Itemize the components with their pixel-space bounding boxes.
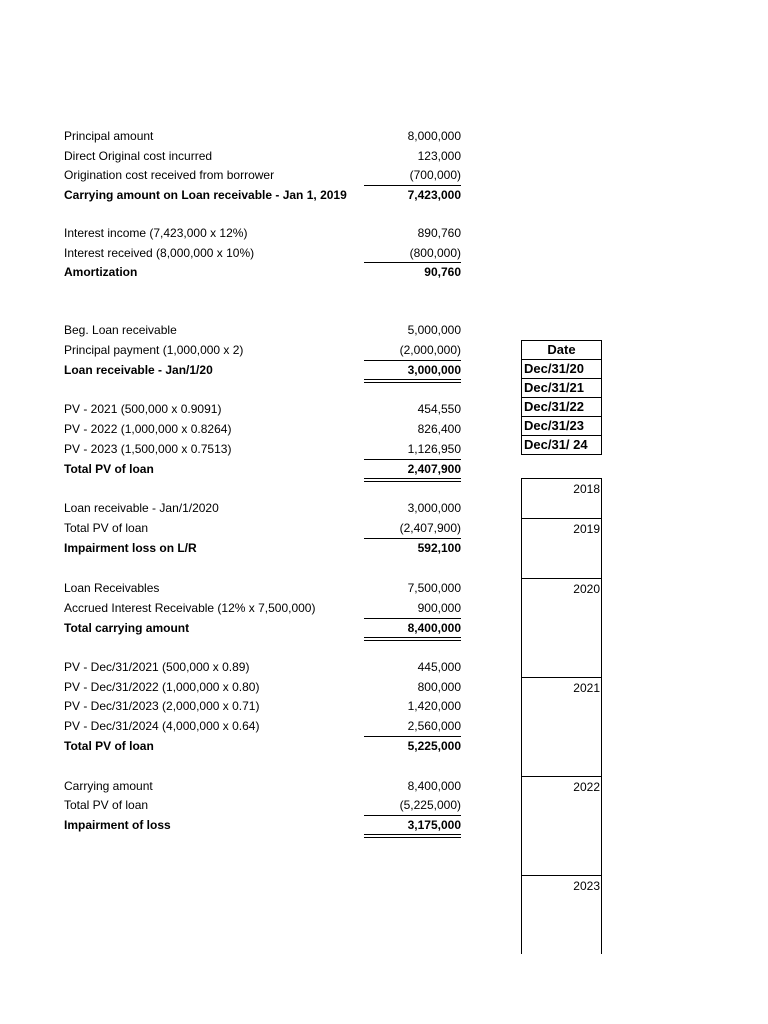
row-label: Total PV of loan (64, 521, 149, 535)
year-cell (522, 677, 601, 777)
row-value: 8,400,000 (407, 779, 461, 793)
schedule-row (64, 147, 461, 166)
row-value: 3,000,000 (407, 363, 461, 377)
schedule-row-total (64, 263, 461, 282)
schedule-row (64, 400, 461, 419)
total-double-rule (364, 834, 461, 838)
year-column (521, 478, 602, 954)
row-value: 826,400 (417, 422, 461, 436)
year-label: 2022 (573, 780, 600, 794)
row-label: Direct Original cost incurred (64, 149, 213, 163)
row-label: PV - 2022 (1,000,000 x 0.8264) (64, 422, 232, 436)
year-cell (522, 776, 601, 876)
row-value: 592,100 (417, 541, 461, 555)
schedule-row (64, 341, 461, 360)
row-label: PV - Dec/31/2024 (4,000,000 x 0.64) (64, 719, 260, 733)
row-label: Carrying amount (64, 779, 153, 793)
row-value: 8,400,000 (407, 621, 461, 635)
schedule-row (64, 519, 461, 538)
schedule-row (64, 579, 461, 598)
row-value: 890,760 (417, 226, 461, 240)
row-label: PV - Dec/31/2021 (500,000 x 0.89) (64, 660, 250, 674)
row-value: 445,000 (417, 660, 461, 674)
schedule-row-total (64, 539, 461, 558)
row-label: Accrued Interest Receivable (12% x 7,500,000) (64, 601, 316, 615)
schedule-row (64, 127, 461, 146)
row-label: Impairment of loss (64, 818, 171, 832)
schedule-row (64, 678, 461, 697)
row-label: Impairment loss on L/R (64, 541, 197, 555)
schedule-row (64, 224, 461, 243)
row-value: 7,423,000 (407, 188, 461, 202)
year-label: 2019 (573, 522, 600, 536)
row-value: 7,500,000 (407, 581, 461, 595)
schedule-row-total (64, 816, 461, 835)
row-label: Amortization (64, 265, 138, 279)
row-label: PV - 2023 (1,500,000 x 0.7513) (64, 442, 232, 456)
schedule-row (64, 420, 461, 439)
row-label: Beg. Loan receivable (64, 323, 177, 337)
row-label: Loan Receivables (64, 581, 160, 595)
year-cell (522, 518, 601, 579)
row-label: Total PV of loan (64, 798, 149, 812)
year-label: 2021 (573, 681, 600, 695)
row-value: (700,000) (409, 168, 461, 182)
year-label: 2020 (573, 582, 600, 596)
row-label: Total PV of loan (64, 462, 154, 476)
row-value: 900,000 (417, 601, 461, 615)
row-label: Loan receivable - Jan/1/2020 (64, 501, 219, 515)
schedule-row (64, 697, 461, 716)
schedule-row-total (64, 186, 461, 205)
year-cell (522, 478, 601, 519)
schedule-row (64, 717, 461, 736)
row-label: Total carrying amount (64, 621, 190, 635)
row-value: 5,225,000 (407, 739, 461, 753)
row-value: 8,000,000 (407, 129, 461, 143)
date-cell: Dec/31/22 (522, 398, 602, 417)
year-label: 2018 (573, 482, 600, 496)
row-label: Interest income (7,423,000 x 12%) (64, 226, 248, 240)
row-label: Interest received (8,000,000 x 10%) (64, 246, 255, 260)
row-value: (2,000,000) (399, 343, 461, 357)
row-value: 2,407,900 (407, 462, 461, 476)
year-label: 2023 (573, 879, 600, 893)
schedule-row (64, 166, 461, 185)
row-value: 1,126,950 (407, 442, 461, 456)
row-label: Principal payment (1,000,000 x 2) (64, 343, 244, 357)
row-label: Loan receivable - Jan/1/20 (64, 363, 213, 377)
row-value: 3,000,000 (407, 501, 461, 515)
date-cell: Dec/31/ 24 (522, 436, 602, 455)
schedule-row (64, 599, 461, 618)
row-value: 90,760 (424, 265, 461, 279)
schedule-row (64, 777, 461, 796)
schedule-row-total (64, 619, 461, 638)
schedule-row (64, 321, 461, 340)
row-label: PV - Dec/31/2022 (1,000,000 x 0.80) (64, 680, 260, 694)
date-header: Date (522, 341, 602, 360)
schedule-row (64, 244, 461, 263)
row-value: 5,000,000 (407, 323, 461, 337)
row-label: Carrying amount on Loan receivable - Jan 1, 2019 (64, 188, 347, 202)
row-label: PV - 2021 (500,000 x 0.9091) (64, 402, 222, 416)
schedule-row (64, 658, 461, 677)
schedule-row-total (64, 737, 461, 756)
schedule-row (64, 440, 461, 459)
total-double-rule (364, 637, 461, 641)
date-cell: Dec/31/23 (522, 417, 602, 436)
row-label: Origination cost received from borrower (64, 168, 275, 182)
row-value: (2,407,900) (399, 521, 461, 535)
row-value: 454,550 (417, 402, 461, 416)
row-value: 800,000 (417, 680, 461, 694)
schedule-row-total (64, 460, 461, 479)
row-label: PV - Dec/31/2023 (2,000,000 x 0.71) (64, 699, 260, 713)
schedule-row (64, 796, 461, 815)
total-double-rule (364, 478, 461, 482)
date-cell: Dec/31/20 (522, 360, 602, 379)
year-cell (522, 578, 601, 678)
schedule-row (64, 499, 461, 518)
row-label: Principal amount (64, 129, 154, 143)
row-value: (800,000) (409, 246, 461, 260)
row-label: Total PV of loan (64, 739, 154, 753)
date-cell: Dec/31/21 (522, 379, 602, 398)
row-value: 1,420,000 (407, 699, 461, 713)
row-value: 2,560,000 (407, 719, 461, 733)
date-table (521, 340, 602, 455)
schedule-row-total (64, 361, 461, 380)
row-value: (5,225,000) (399, 798, 461, 812)
total-double-rule (364, 379, 461, 383)
row-value: 3,175,000 (407, 818, 461, 832)
row-value: 123,000 (417, 149, 461, 163)
year-cell (522, 875, 601, 955)
